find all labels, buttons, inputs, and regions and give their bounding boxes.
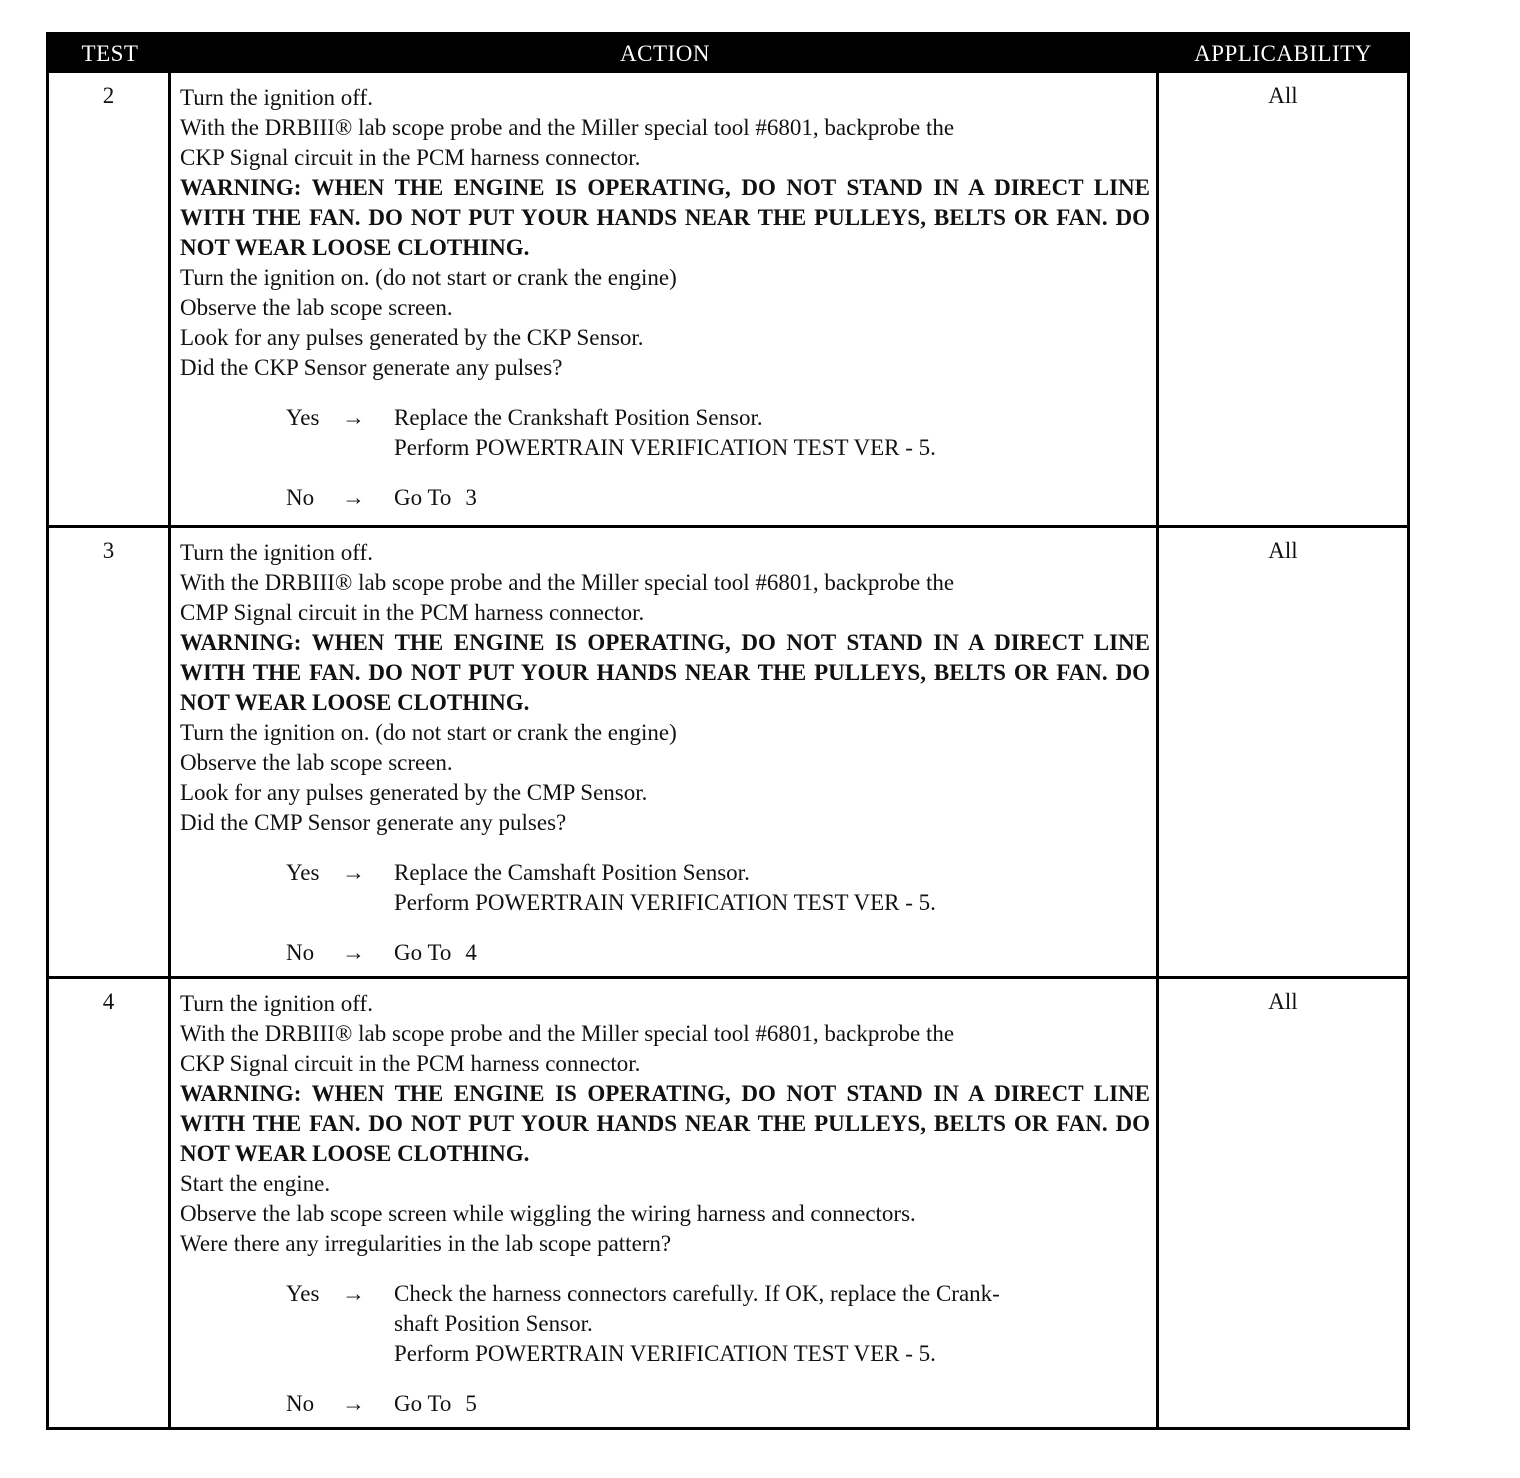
yes-line: Replace the Crankshaft Position Sensor. — [394, 405, 763, 430]
go-to-target: 5 — [465, 1391, 477, 1416]
arrow-right-icon: → — [342, 405, 365, 430]
warning-text: WARNING: WHEN THE ENGINE IS OPERATING, DO NOT STAND IN A DIRECT LINE WITH THE FAN. DO NOT PUT YOUR HANDS NEAR THE PULLEYS, BELTS OR FAN. DO NOT WEAR LOOSE CLOTHING. — [180, 175, 1150, 260]
result-choices — [180, 858, 1150, 968]
yes-line: Perform POWERTRAIN VERIFICATION TEST VER - 5. — [394, 890, 936, 915]
arrow-right-icon: → — [342, 860, 365, 885]
arrow-right-icon: → — [342, 1281, 365, 1306]
arrow-right-icon: → — [342, 940, 365, 965]
action-step: Turn the ignition off. — [180, 540, 373, 565]
action-step: Did the CMP Sensor generate any pulses? — [180, 810, 567, 835]
action-step: CMP Signal circuit in the PCM harness connector. — [180, 600, 645, 625]
yes-label: Yes — [286, 1281, 320, 1306]
applicability-value: All — [1268, 538, 1298, 563]
action-cell — [171, 528, 1159, 976]
no-instruction — [394, 938, 1150, 968]
action-cell — [171, 979, 1159, 1427]
table-row — [49, 976, 1407, 1427]
table-row — [49, 73, 1407, 525]
go-to-text: Go To — [394, 940, 452, 965]
no-label: No — [286, 485, 315, 510]
warning-text: WARNING: WHEN THE ENGINE IS OPERATING, DO NOT STAND IN A DIRECT LINE WITH THE FAN. DO NOT PUT YOUR HANDS NEAR THE PULLEYS, BELTS OR FAN. DO NOT WEAR LOOSE CLOTHING. — [180, 1081, 1150, 1166]
applicability-value: All — [1268, 989, 1298, 1014]
go-to-target: 4 — [465, 940, 477, 965]
arrow-right-icon: → — [342, 485, 365, 510]
yes-instructions — [394, 1279, 1150, 1369]
action-step: Did the CKP Sensor generate any pulses? — [180, 355, 563, 380]
action-step: Observe the lab scope screen while wiggling the wiring harness and connectors. — [180, 1201, 916, 1226]
yes-line: Replace the Camshaft Position Sensor. — [394, 860, 750, 885]
yes-label: Yes — [286, 405, 320, 430]
action-step: Observe the lab scope screen. — [180, 750, 453, 775]
go-to-text: Go To — [394, 485, 452, 510]
action-step: Observe the lab scope screen. — [180, 295, 453, 320]
table-row — [49, 525, 1407, 976]
test-number: 2 — [49, 73, 171, 525]
no-branch — [180, 1389, 1150, 1419]
no-instruction — [394, 483, 1150, 513]
warning-text: WARNING: WHEN THE ENGINE IS OPERATING, DO NOT STAND IN A DIRECT LINE WITH THE FAN. DO NOT PUT YOUR HANDS NEAR THE PULLEYS, BELTS OR FAN. DO NOT WEAR LOOSE CLOTHING. — [180, 630, 1150, 715]
yes-instructions — [394, 403, 1150, 463]
no-branch — [180, 938, 1150, 968]
header-applicability: APPLICABILITY — [1194, 41, 1372, 66]
action-step: Start the engine. — [180, 1171, 331, 1196]
action-step: Turn the ignition off. — [180, 991, 373, 1016]
table-header — [49, 35, 1407, 73]
no-branch — [180, 483, 1150, 513]
no-instruction — [394, 1389, 1150, 1419]
action-step: With the DRBIII® lab scope probe and the Miller special tool #6801, backprobe the — [180, 115, 955, 140]
action-cell — [171, 73, 1159, 525]
yes-branch — [180, 403, 1150, 463]
action-step: Turn the ignition on. (do not start or crank the engine) — [180, 265, 677, 290]
table-body — [49, 73, 1407, 1427]
action-step: CKP Signal circuit in the PCM harness connector. — [180, 145, 641, 170]
header-action: ACTION — [620, 41, 710, 66]
yes-line: Perform POWERTRAIN VERIFICATION TEST VER - 5. — [394, 435, 936, 460]
action-step: Look for any pulses generated by the CMP Sensor. — [180, 780, 648, 805]
action-step: CKP Signal circuit in the PCM harness connector. — [180, 1051, 641, 1076]
arrow-right-icon: → — [342, 1391, 365, 1416]
action-step: With the DRBIII® lab scope probe and the Miller special tool #6801, backprobe the — [180, 570, 955, 595]
test-number: 3 — [49, 528, 171, 976]
no-label: No — [286, 1391, 315, 1416]
yes-line: Perform POWERTRAIN VERIFICATION TEST VER - 5. — [394, 1341, 936, 1366]
go-to-text: Go To — [394, 1391, 452, 1416]
yes-branch — [180, 1279, 1150, 1369]
applicability-value: All — [1268, 83, 1298, 108]
action-step: Were there any irregularities in the lab scope pattern? — [180, 1231, 672, 1256]
go-to-target: 3 — [465, 485, 477, 510]
action-step: Look for any pulses generated by the CKP Sensor. — [180, 325, 644, 350]
yes-label: Yes — [286, 860, 320, 885]
action-step: With the DRBIII® lab scope probe and the Miller special tool #6801, backprobe the — [180, 1021, 955, 1046]
action-step: Turn the ignition on. (do not start or crank the engine) — [180, 720, 677, 745]
yes-branch — [180, 858, 1150, 918]
no-label: No — [286, 940, 315, 965]
result-choices — [180, 403, 1150, 513]
result-choices — [180, 1279, 1150, 1419]
header-test: TEST — [81, 41, 139, 66]
test-number: 4 — [49, 979, 171, 1427]
yes-instructions — [394, 858, 1150, 918]
action-step: Turn the ignition off. — [180, 85, 373, 110]
yes-line: shaft Position Sensor. — [394, 1311, 593, 1336]
yes-line: Check the harness connectors carefully. If OK, replace the Crank- — [394, 1281, 1000, 1306]
diagnostic-test-table — [46, 32, 1410, 1430]
